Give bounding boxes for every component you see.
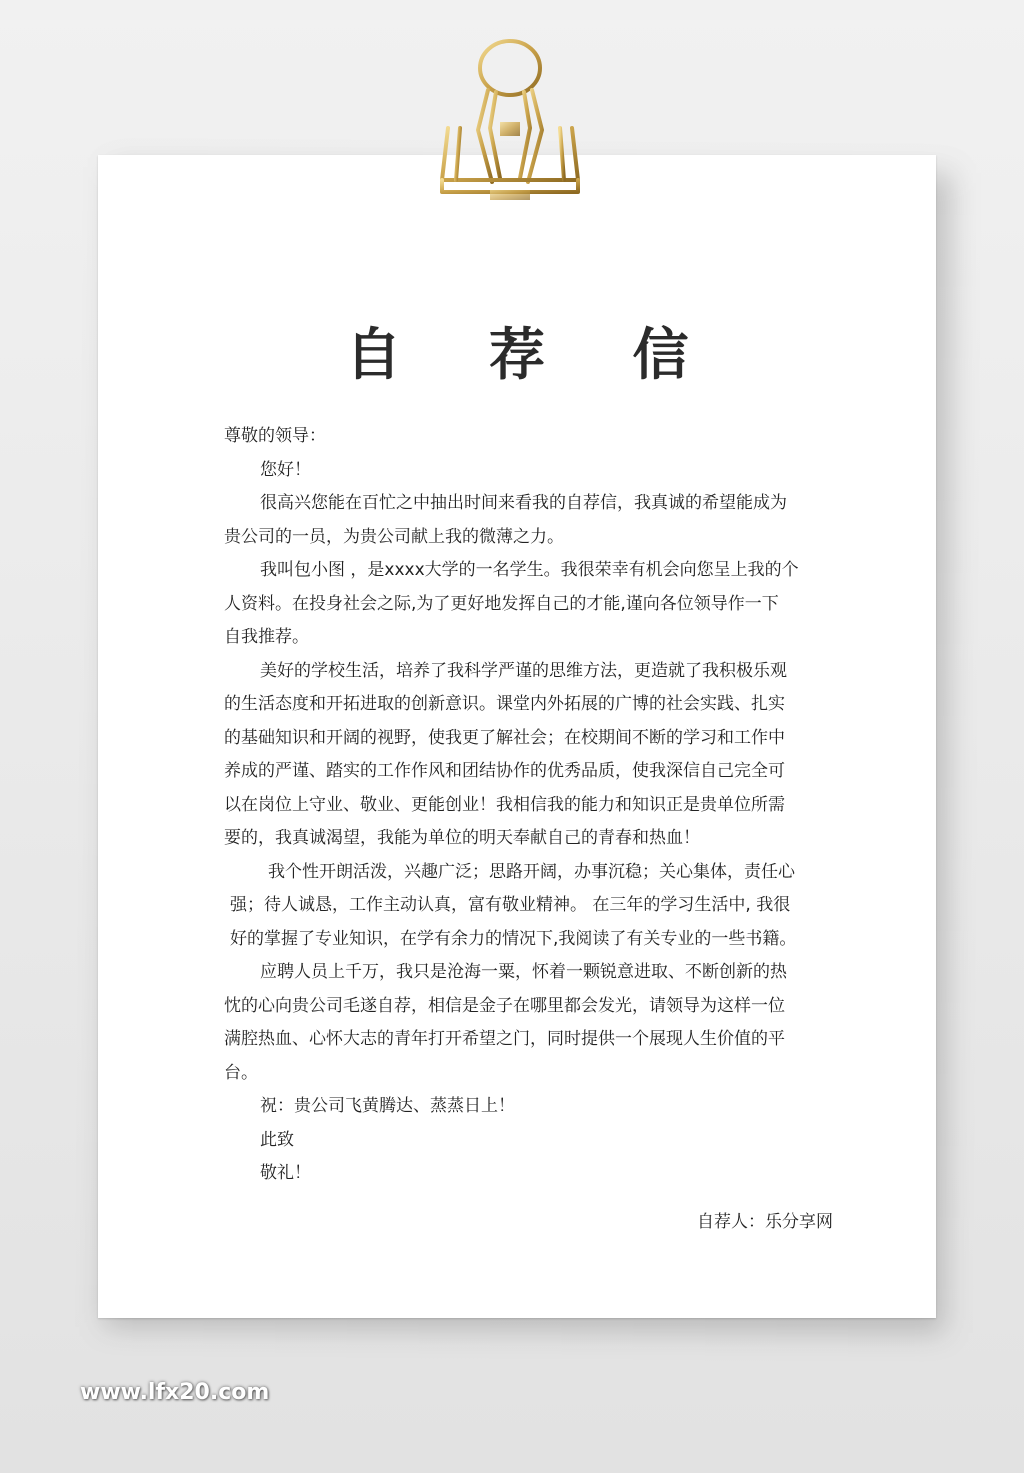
paragraph-line: 以在岗位上守业、敬业、更能创业！我相信我的能力和知识正是贵单位所需 [224,794,785,815]
paragraph-line: 好的掌握了专业知识，在学有余力的情况下,我阅读了有关专业的一些书籍。 [230,928,797,949]
paragraph-application [224,956,836,1090]
paragraph-line: 养成的严谨、踏实的工作作风和团结协作的优秀品质，使我深信自己完全可 [224,761,785,781]
paragraph-line: 贵公司的一员，为贵公司献上我的微薄之力。 [224,526,564,547]
paragraph-line: 我个性开朗活泼，兴趣广泛；思路开阔，办事沉稳；关心集体，责任心 [268,861,795,882]
salutation: 尊敬的领导： [224,426,326,446]
paragraph-school-life [224,655,836,856]
paragraph-line: 的生活态度和开拓进取的创新意识。课堂内外拓展的广博的社会实践、扎实 [224,694,785,714]
paragraph-personality [224,856,836,957]
paragraph-intro [224,487,836,554]
paragraph-line: 美好的学校生活，培养了我科学严谨的思维方法，更造就了我积极乐观 [260,660,787,681]
watermark: www.lfx20.com [80,1380,270,1405]
paragraph-line: 要的，我真诚渴望，我能为单位的明天奉献自己的青春和热血！ [224,828,700,848]
letter-title: 自 荐 信 [345,323,723,388]
paragraph-line: 强；待人诚恳，工作主动认真，富有敬业精神。 在三年的学习生活中, 我很 [230,895,791,915]
closing-line-1: 此致 [260,1129,294,1150]
letter-body [224,420,836,1191]
greeting: 您好！ [260,459,311,480]
paragraph-line: 很高兴您能在百忙之中抽出时间来看我的自荐信，我真诚的希望能成为 [260,493,787,513]
paragraph-line: 我叫包小图 ，是xxxx大学的一名学生。我很荣幸有机会向您呈上我的个 [260,560,799,580]
binder-clip-icon [430,30,590,220]
paragraph-self-introduction [224,554,836,655]
paragraph-line: 的基础知识和开阔的视野，使我更了解社会；在校期间不断的学习和工作中 [224,727,785,748]
paragraph-line: 自我推荐。 [224,627,309,647]
closing-wish: 祝：贵公司飞黄腾达、蒸蒸日上！ [260,1096,515,1116]
paragraph-line: 台。 [224,1062,258,1083]
paragraph-line: 应聘人员上千万，我只是沧海一粟，怀着一颗锐意进取、不断创新的热 [260,962,787,982]
closing-line-2: 敬礼！ [260,1163,311,1183]
paragraph-line: 人资料。在投身社会之际,为了更好地发挥自己的才能,谨向各位领导作一下 [224,593,779,614]
paragraph-line: 忱的心向贵公司毛遂自荐，相信是金子在哪里都会发光，请领导为这样一位 [224,995,785,1016]
paragraph-line: 满腔热血、心怀大志的青年打开希望之门，同时提供一个展现人生价值的平 [224,1029,785,1049]
signature: 自荐人：乐分享网 [697,1212,833,1232]
